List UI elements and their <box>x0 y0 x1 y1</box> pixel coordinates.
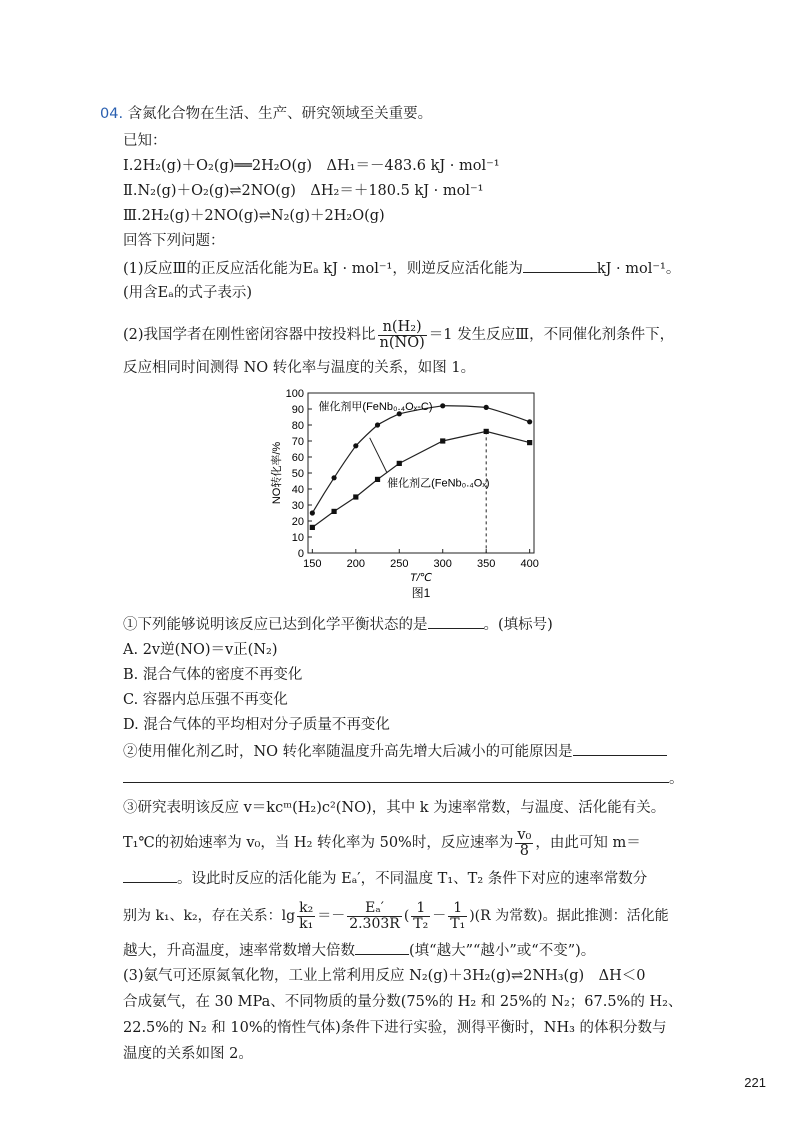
data-point-catalyst-b <box>440 438 445 443</box>
plot-frame <box>308 393 534 553</box>
y-tick-label: 80 <box>291 420 304 432</box>
reaction-1 <box>123 156 500 176</box>
x-tick-label: 400 <box>520 558 539 570</box>
inverse-t1-fraction <box>448 901 467 932</box>
q3-line3-text: 。设此时反应的活化能为 Eₐ′，不同温度 T₁、T₂ 条件下对应的速率常数分 <box>177 871 648 887</box>
q3-line4-text-a: 别为 k₁、k₂，存在关系：lg <box>123 908 296 924</box>
q2-answer-blank-1[interactable] <box>573 741 667 756</box>
rate-fraction-numerator: v₀ <box>517 826 532 843</box>
q1-stem <box>123 614 553 635</box>
k-ratio-numerator: k₂ <box>299 899 314 916</box>
feed-ratio-numerator: n(H₂) <box>378 320 427 336</box>
q3-line2 <box>123 826 641 860</box>
q2-stem-text: ②使用催化剂乙时，NO 转化率随温度升高先增大后减小的可能原因是 <box>123 744 573 760</box>
reaction-2 <box>123 181 483 201</box>
data-point-catalyst-b <box>353 494 358 499</box>
reaction-3 <box>123 206 385 226</box>
q3-line5-text-b: (填“越大”“越小”或“不变”)。 <box>409 943 596 959</box>
feed-ratio-fraction <box>378 320 427 351</box>
activation-energy-denominator: 2.303R <box>349 915 400 932</box>
answer-prompt: 回答下列问题： <box>123 233 225 249</box>
inverse-t2-numerator: 1 <box>411 901 430 917</box>
q3-line4-text-b: )(R 为常数)。据此推测：活化能 <box>469 908 669 924</box>
y-tick-label: 30 <box>291 500 304 512</box>
q3-line5 <box>123 940 595 961</box>
q1-stem-end: 。(填标号) <box>483 617 553 633</box>
k-ratio-denominator: k₁ <box>299 915 314 932</box>
series-label-catalyst-b: 催化剂乙(FeNb₀.₄Oₓ) <box>387 477 490 490</box>
data-point-catalyst-b <box>331 509 336 514</box>
part3-line4: 温度的关系如图 2。 <box>123 1046 253 1062</box>
series-catalyst-a-line <box>312 406 529 513</box>
part1-line2: (用含Eₐ的式子表示) <box>123 285 252 301</box>
q3-line4-eq: ＝－ <box>317 908 346 924</box>
known-label: 已知： <box>123 133 167 149</box>
x-tick-label: 350 <box>477 558 496 570</box>
part3-line1: (3)氨气可还原氮氧化物，工业上常利用反应 N₂(g)＋3H₂(g)⇌2NH₃(g) ΔH＜0 <box>123 968 646 984</box>
feed-ratio-denominator: n(NO) <box>379 334 425 351</box>
y-tick-label: 60 <box>291 452 304 464</box>
rate-fraction <box>515 828 533 859</box>
data-point-catalyst-b <box>310 525 315 530</box>
y-tick-label: 40 <box>291 484 304 496</box>
rate-fraction-denominator: 8 <box>519 842 529 859</box>
inverse-t1-denominator: T₁ <box>450 915 466 932</box>
data-point-catalyst-b <box>484 429 489 434</box>
question-heading <box>100 104 432 124</box>
q3-line1: ③研究表明该反应 v＝kcᵐ(H₂)c²(NO)，其中 k 为速率常数，与温度、活化能有关。 <box>123 800 666 816</box>
q3-line2-text-a: T₁℃的初始速率为 v₀，当 H₂ 转化率为 50%时，反应速率为 <box>123 835 514 851</box>
data-point-catalyst-b <box>375 477 380 482</box>
q3-line3 <box>123 868 647 889</box>
y-axis-label: NO转化率/% <box>271 441 283 505</box>
x-axis-label: T/℃ <box>409 572 433 584</box>
q3-line4-paren: ( <box>403 908 410 924</box>
x-tick-label: 150 <box>303 558 322 570</box>
q1-stem-text: ①下列能够说明该反应已达到化学平衡状态的是 <box>123 617 428 633</box>
part2-line2: 反应相同时间测得 NO 转化率与温度的关系，如图 1。 <box>123 360 476 376</box>
part3-line2: 合成氨气，在 30 MPa、不同物质的量分数(75%的 H₂ 和 25%的 N₂；67.5%的 H₂、 <box>123 994 683 1010</box>
reaction-3-equation: 2H₂(g)＋2NO(g)⇌N₂(g)＋2H₂O(g) <box>141 208 385 224</box>
data-point-catalyst-a <box>310 510 315 515</box>
q2-line2 <box>123 768 684 789</box>
activation-energy-fraction <box>347 901 402 932</box>
q3-line5-text-a: 越大，升高温度，速率常数增大倍数 <box>123 943 355 959</box>
x-tick-label: 200 <box>346 558 365 570</box>
part2-text-b: ＝1 发生反应Ⅲ，不同催化剂条件下， <box>428 327 675 343</box>
q2-stem <box>123 741 667 762</box>
data-point-catalyst-a <box>440 403 445 408</box>
data-point-catalyst-a <box>375 422 380 427</box>
q3-trend-answer-blank[interactable] <box>355 940 409 955</box>
part1-text-a: (1)反应Ⅲ的正反应活化能为Eₐ kJ · mol⁻¹，则逆反应活化能为 <box>123 261 523 277</box>
reaction-2-equation: N₂(g)＋O₂(g)⇌2NO(g) ΔH₂＝＋180.5 kJ · mol⁻¹ <box>137 183 484 199</box>
question-number: 04. <box>100 106 124 122</box>
part2-line1 <box>123 318 674 352</box>
k-ratio-fraction <box>297 901 315 932</box>
data-point-catalyst-a <box>331 475 336 480</box>
y-tick-label: 20 <box>291 516 304 528</box>
q1-answer-blank[interactable] <box>428 614 484 629</box>
inverse-t1-numerator: 1 <box>448 901 467 917</box>
inverse-t2-denominator: T₂ <box>413 915 429 932</box>
data-point-catalyst-a <box>527 419 532 424</box>
reaction-2-label: Ⅱ. <box>123 183 138 199</box>
q1-option-a: A. 2v逆(NO)＝v正(N₂) <box>123 642 278 658</box>
q3-line2-text-b: ，由此可知 m＝ <box>535 835 641 851</box>
q2-end: 。 <box>669 771 684 787</box>
x-tick-label: 250 <box>390 558 409 570</box>
q3-line4-minus: － <box>432 908 447 924</box>
part1-line1 <box>123 258 680 279</box>
question-intro: 含氮化合物在生活、生产、研究领域至关重要。 <box>127 106 433 122</box>
q2-answer-blank-2[interactable] <box>123 768 669 783</box>
y-tick-label: 0 <box>297 548 304 560</box>
series-label-catalyst-a: 催化剂甲(FeNb₀.₄Oₓ-C) <box>318 400 433 413</box>
q3-line4 <box>123 898 669 934</box>
reaction-3-label: Ⅲ. <box>123 208 142 224</box>
reaction-1-equation: 2H₂(g)＋O₂(g)══2H₂O(g) ΔH₁＝－483.6 kJ · mol⁻¹ <box>133 158 500 174</box>
y-tick-label: 100 <box>285 388 304 400</box>
q3-m-answer-blank[interactable] <box>123 868 177 883</box>
inverse-t2-fraction <box>411 901 430 932</box>
data-point-catalyst-a <box>353 443 358 448</box>
reaction-1-label: Ⅰ. <box>123 158 134 174</box>
y-tick-label: 90 <box>291 404 304 416</box>
activation-energy-numerator: Eₐ′ <box>347 901 402 917</box>
data-point-catalyst-a <box>484 405 489 410</box>
y-tick-label: 10 <box>291 532 304 544</box>
page-number: 221 <box>744 1075 766 1090</box>
data-point-catalyst-b <box>527 440 532 445</box>
y-tick-label: 50 <box>291 468 304 480</box>
y-tick-label: 70 <box>291 436 304 448</box>
data-point-catalyst-b <box>397 461 402 466</box>
q1-option-b: B. 混合气体的密度不再变化 <box>123 667 303 683</box>
x-tick-label: 300 <box>433 558 452 570</box>
q1-option-c: C. 容器内总压强不再变化 <box>123 692 288 708</box>
series-label-catalyst-b-leader <box>370 438 387 473</box>
figure-1-chart <box>268 385 558 603</box>
part2-text-a: (2)我国学者在刚性密闭容器中按投料比 <box>123 327 376 343</box>
part3-line3: 22.5%的 N₂ 和 10%的惰性气体)条件下进行实验，测得平衡时，NH₃ 的体积分数与 <box>123 1020 667 1036</box>
q1-option-d: D. 混合气体的平均相对分子质量不再变化 <box>123 717 390 733</box>
part1-text-b: kJ · mol⁻¹。 <box>596 261 681 277</box>
chart-title: 图1 <box>411 586 431 600</box>
part1-answer-blank[interactable] <box>523 258 597 273</box>
